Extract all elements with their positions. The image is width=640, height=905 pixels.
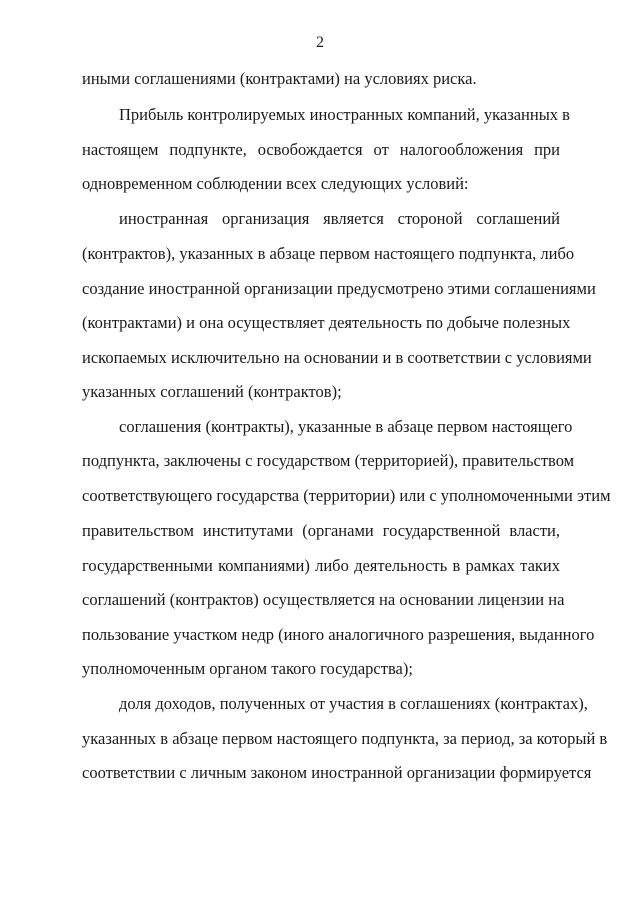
- text-line: доля доходов, полученных от участия в соглашениях (контрактах),: [119, 694, 588, 713]
- text-line: ископаемых исключительно на основании и в соответствии с условиями: [82, 348, 592, 367]
- text-line: указанных в абзаце первом настоящего подпункта, за период, за который в: [82, 729, 608, 748]
- text-line: Прибыль контролируемых иностранных компаний, указанных в: [119, 105, 570, 124]
- page-number: 2: [316, 34, 324, 51]
- text-line: соответствующего государства (территории) или с уполномоченными этим: [82, 486, 611, 505]
- text-line: уполномоченным органом такого государства);: [82, 659, 413, 678]
- text-line: указанных соглашений (контрактов);: [82, 382, 342, 401]
- text-line: иными соглашениями (контрактами) на условиях риска.: [82, 69, 477, 88]
- text-line: подпункта, заключены с государством (территорией), правительством: [82, 451, 575, 470]
- text-line: соглашений (контрактов) осуществляется на основании лицензии на: [82, 590, 565, 609]
- text-line: соглашения (контракты), указанные в абзаце первом настоящего: [119, 417, 573, 436]
- text-line: государственными компаниями) либо деятельность в рамках таких: [82, 556, 560, 575]
- text-line: одновременном соблюдении всех следующих условий:: [82, 174, 469, 193]
- text-line: соответствии с личным законом иностранной организации формируется: [82, 763, 592, 782]
- text-line: иностранная организация является стороной соглашений: [119, 209, 560, 228]
- text-line: пользование участком недр (иного аналогичного разрешения, выданного: [82, 625, 595, 644]
- text-line: создание иностранной организации предусмотрено этими соглашениями: [82, 279, 596, 298]
- text-line: (контрактов), указанных в абзаце первом настоящего подпункта, либо: [82, 244, 575, 263]
- text-line: (контрактами) и она осуществляет деятельность по добыче полезных: [82, 313, 571, 332]
- text-line: правительством институтами (органами государственной власти,: [82, 521, 560, 540]
- text-line: настоящем подпункте, освобождается от налогообложения при: [82, 140, 560, 159]
